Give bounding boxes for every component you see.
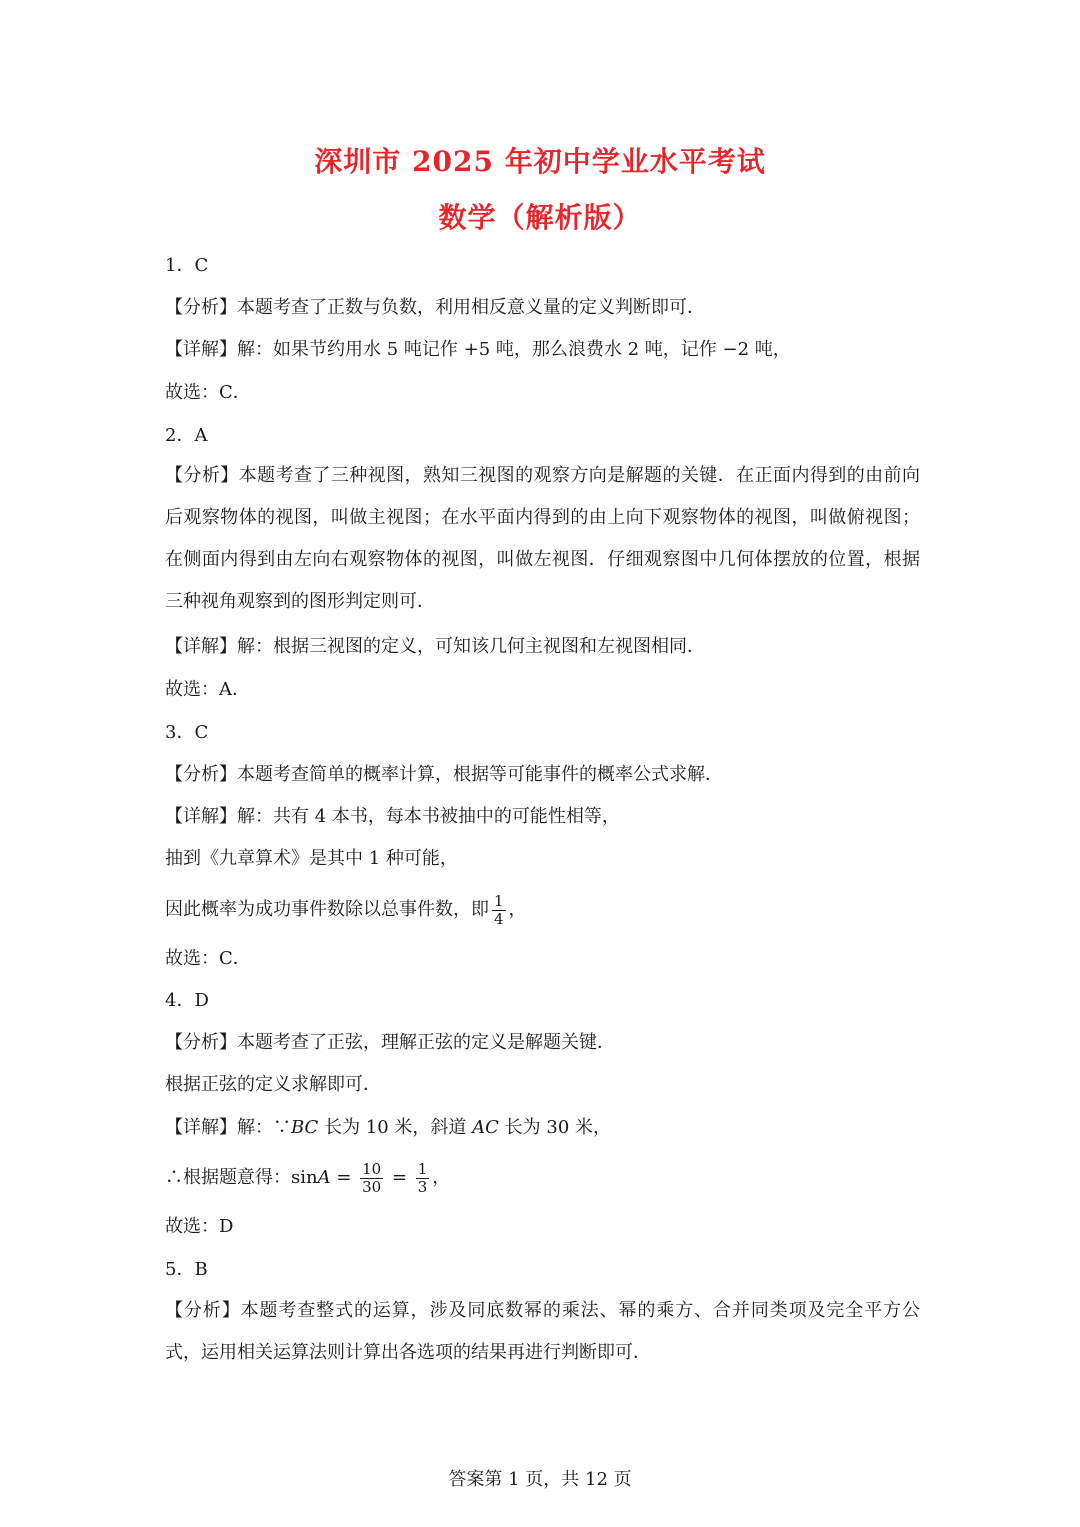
q4-formula [165, 1156, 450, 1200]
q3-line2: 抽到《九章算术》是其中 1 种可能， [165, 848, 458, 869]
equals-sign: = [330, 1167, 358, 1188]
q4-formula-pre: ∴根据题意得： [165, 1167, 291, 1188]
sin-label: sin [291, 1167, 318, 1188]
q2-detail: 【详解】解：根据三视图的定义，可知该几何主视图和左视图相同． [165, 636, 705, 657]
segment-bc: BC [291, 1117, 319, 1138]
page-footer: 答案第 1 页，共 12 页 [448, 1469, 632, 1490]
q4-choice: 故选：D [165, 1216, 234, 1237]
fraction-numerator: 1 [494, 891, 504, 910]
q1-analysis: 【分析】本题考查了正数与负数，利用相反意义量的定义判断即可． [165, 297, 705, 318]
q3-line3-text: 因此概率为成功事件数除以总事件数，即 [165, 899, 489, 920]
q2-answer: 2．A [165, 425, 208, 446]
q3-line3-end: ， [508, 899, 527, 920]
fraction-denominator: 30 [362, 1177, 382, 1196]
q2-choice: 故选：A． [165, 679, 250, 700]
q4-formula-end: ， [432, 1167, 451, 1188]
fraction-one-quarter [492, 893, 506, 928]
q3-answer: 3．C [165, 722, 209, 743]
angle-a: A [317, 1167, 331, 1188]
q1-answer: 1．C [165, 255, 209, 276]
fraction-ten-thirtieths [360, 1161, 383, 1196]
q4-detail-end: 长为 30 米， [498, 1117, 611, 1138]
q3-choice: 故选：C． [165, 948, 251, 969]
q5-answer: 5．B [165, 1259, 208, 1280]
page-subtitle: 数学（解析版） [438, 201, 642, 234]
q4-answer: 4．D [165, 990, 209, 1011]
segment-ac: AC [472, 1117, 499, 1138]
q5-analysis: 【分析】本题考查整式的运算，涉及同底数幂的乘法、幂的乘方、合并同类项及完全平方公式，运用相关运算法则计算出各选项的结果再进行判断即可． [165, 1300, 920, 1363]
q3-analysis: 【分析】本题考查简单的概率计算，根据等可能事件的概率公式求解． [165, 764, 723, 785]
q4-detail-pre: 【详解】解：∵ [165, 1117, 291, 1138]
q3-detail: 【详解】解：共有 4 本书，每本书被抽中的可能性相等， [165, 806, 620, 827]
q4-detail [165, 1116, 611, 1140]
equals-sign: = [386, 1167, 413, 1188]
page-title: 深圳市 2025 年初中学业水平考试 [314, 145, 766, 178]
q2-analysis: 【分析】本题考查了三种视图，熟知三视图的观察方向是解题的关键．在正面内得到的由前向后观察物体的视图，叫做主视图；在水平面内得到的由上向下观察物体的视图，叫做俯视图；在侧面内得到由左向右观察物体的视图，叫做左视图．仔细观察图中几何体摆放的位置，根据三种视角观察到的图形判定则可． [165, 465, 920, 612]
q1-choice: 故选：C． [165, 382, 251, 403]
q4-analysis: 【分析】本题考查了正弦，理解正弦的定义是解题关键． [165, 1032, 615, 1053]
fraction-denominator: 4 [494, 909, 504, 928]
fraction-denominator: 3 [417, 1177, 428, 1196]
q4-detail-mid: 长为 10 米，斜道 [318, 1117, 473, 1138]
q1-detail: 【详解】解：如果节约用水 5 吨记作 +5 吨，那么浪费水 2 吨，记作 −2 吨， [165, 339, 791, 360]
fraction-numerator: 1 [417, 1159, 428, 1178]
q4-analysis-2: 根据正弦的定义求解即可． [165, 1074, 381, 1095]
fraction-numerator: 10 [362, 1159, 382, 1178]
fraction-one-third [416, 1161, 430, 1196]
q3-line3 [165, 890, 527, 930]
